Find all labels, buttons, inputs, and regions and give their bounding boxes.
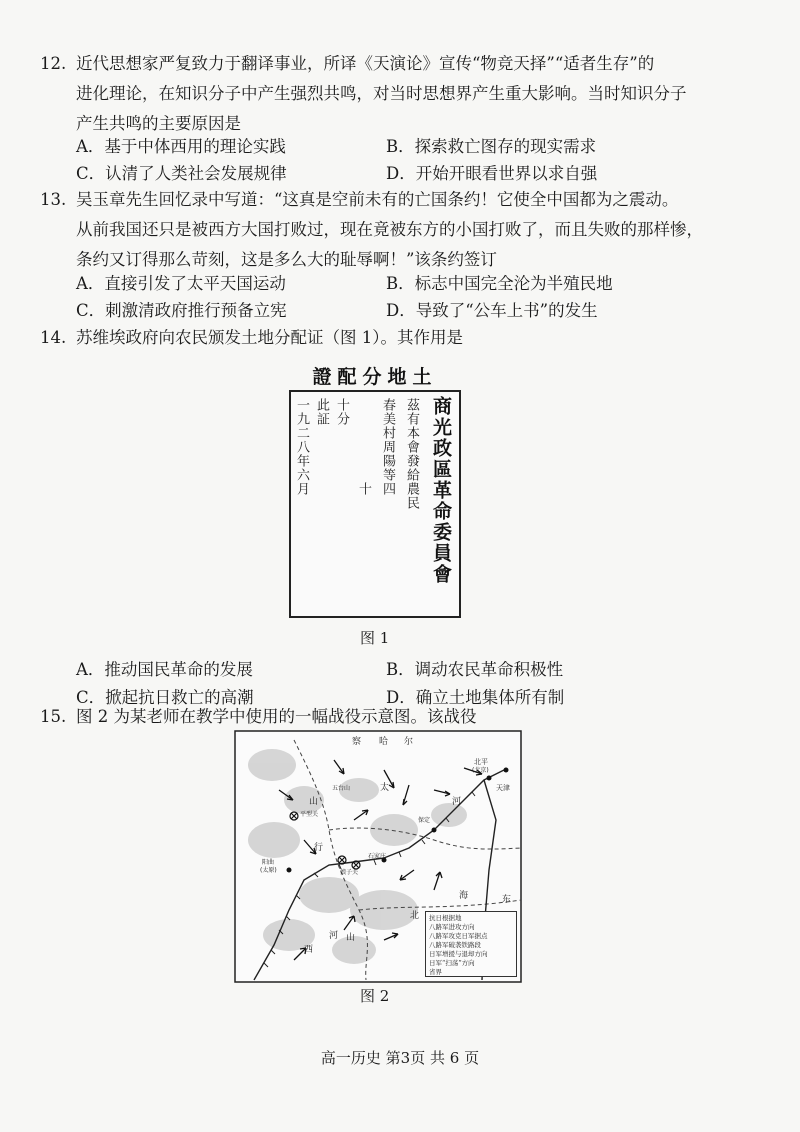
question-stem: 近代思想家严复致力于翻译事业，所译《天演论》宣传“物竞天择”“适者生存”的 进化理论，在知识分子中产生强烈共鸣，对当时思想界产生重大影响。当时知识分子 产生共鸣的主要原因是 (76, 54, 687, 133)
figure-2-caption: 图 2 (360, 987, 390, 1005)
legend-item: 日军“扫荡”方向 (429, 959, 475, 967)
legend-item: 日军增援与退却方向 (429, 950, 488, 958)
map-label: 保定 (418, 817, 431, 824)
map-label: 行 (314, 843, 324, 853)
map-label: 天津 (496, 784, 510, 792)
certificate-frame (289, 390, 461, 618)
question-stem: 图 2 为某老师在教学中使用的一幅战役示意图。该战役 (76, 707, 477, 726)
option-a[interactable]: A．基于中体西用的理论实践 (76, 137, 286, 156)
question-stem: 苏维埃政府向农民颁发土地分配证（图 1）。其作用是 (76, 328, 463, 347)
certificate-issuer: 商光政區革命委員會 (430, 396, 452, 585)
option-b[interactable]: B．调动农民革命积极性 (386, 660, 564, 679)
map-label: 察 (352, 737, 362, 747)
certificate-text-col: 春美村周陽等四 (380, 398, 395, 496)
legend-item: 八路军攻克日军据点 (429, 932, 488, 940)
map-label: 五台山 (332, 785, 351, 792)
option-a[interactable]: A．直接引发了太平天国运动 (76, 274, 286, 293)
option-d[interactable]: D．开始开眼看世界以求自强 (386, 164, 598, 183)
question-12 (40, 49, 730, 139)
map-label: 石家庄 (368, 853, 387, 860)
map-label: 河 (329, 931, 339, 941)
option-c[interactable]: C．刺激清政府推行预备立宪 (76, 301, 287, 320)
map-label: (北京) (472, 767, 489, 774)
map-label: 河 (452, 797, 462, 807)
map-label: (太原) (260, 867, 277, 874)
option-d[interactable]: D．导致了“公车上书”的发生 (386, 301, 598, 320)
option-b[interactable]: B．探索救亡图存的现实需求 (386, 137, 597, 156)
page-footer: 高一历史 第3页 共 6 页 (320, 1049, 480, 1067)
question-number: 13. (40, 190, 67, 209)
legend-item: 省界 (429, 968, 442, 976)
map-label: 阳曲 (262, 859, 275, 866)
question-number: 12. (40, 54, 67, 73)
question-stem: 吴玉章先生回忆录中写道：“这真是空前未有的亡国条约！它使全中国都为之震动。 从前我国还只是被西方大国打败过，现在竟被东方的小国打败了，而且失败的那样惨， 条约又订得那么苛刻，这是多么大的耻辱啊！”该条约签订 (76, 190, 703, 269)
map-legend (425, 911, 517, 977)
map-label: 海 (459, 891, 469, 901)
option-c[interactable]: C．掀起抗日救亡的高潮 (76, 688, 254, 707)
map-label: 山 (309, 797, 319, 807)
certificate-text-col: 十 (356, 482, 371, 496)
legend-item: 八路军进攻方向 (429, 923, 475, 931)
legend-item: 八路军破袭铁路段 (429, 941, 481, 949)
battle-map-figure (234, 730, 522, 983)
question-14 (40, 323, 730, 353)
map-label: 平型关 (300, 811, 319, 818)
certificate-text-col: 一九二八年六月 (294, 398, 309, 496)
map-label: 山 (346, 933, 356, 943)
figure-1-caption: 图 1 (360, 629, 390, 647)
certificate-text-col: 十分 (334, 398, 349, 426)
question-13 (40, 185, 730, 275)
map-label: 西 (304, 945, 314, 955)
land-certificate-figure (285, 362, 465, 617)
question-number: 15. (40, 707, 67, 726)
question-number: 14. (40, 328, 67, 347)
map-label: 娘子关 (340, 869, 359, 876)
map-label: 尔 (404, 737, 414, 747)
map-label: 太 (380, 783, 390, 793)
option-a[interactable]: A．推动国民革命的发展 (76, 660, 253, 679)
map-label: 北 (410, 911, 420, 921)
option-d[interactable]: D．确立土地集体所有制 (386, 688, 565, 707)
map-label: 东 (502, 895, 512, 905)
certificate-text-col: 此証 (314, 398, 329, 426)
certificate-title: 證配分地土 (312, 366, 438, 388)
legend-item: 抗日根据地 (429, 914, 462, 922)
option-c[interactable]: C．认清了人类社会发展规律 (76, 164, 287, 183)
question-15 (40, 702, 730, 732)
map-label: 北平 (474, 758, 488, 766)
map-label: 哈 (379, 737, 389, 747)
option-b[interactable]: B．标志中国完全沦为半殖民地 (386, 274, 613, 293)
certificate-text-col: 茲有本會發給農民 (404, 398, 419, 510)
